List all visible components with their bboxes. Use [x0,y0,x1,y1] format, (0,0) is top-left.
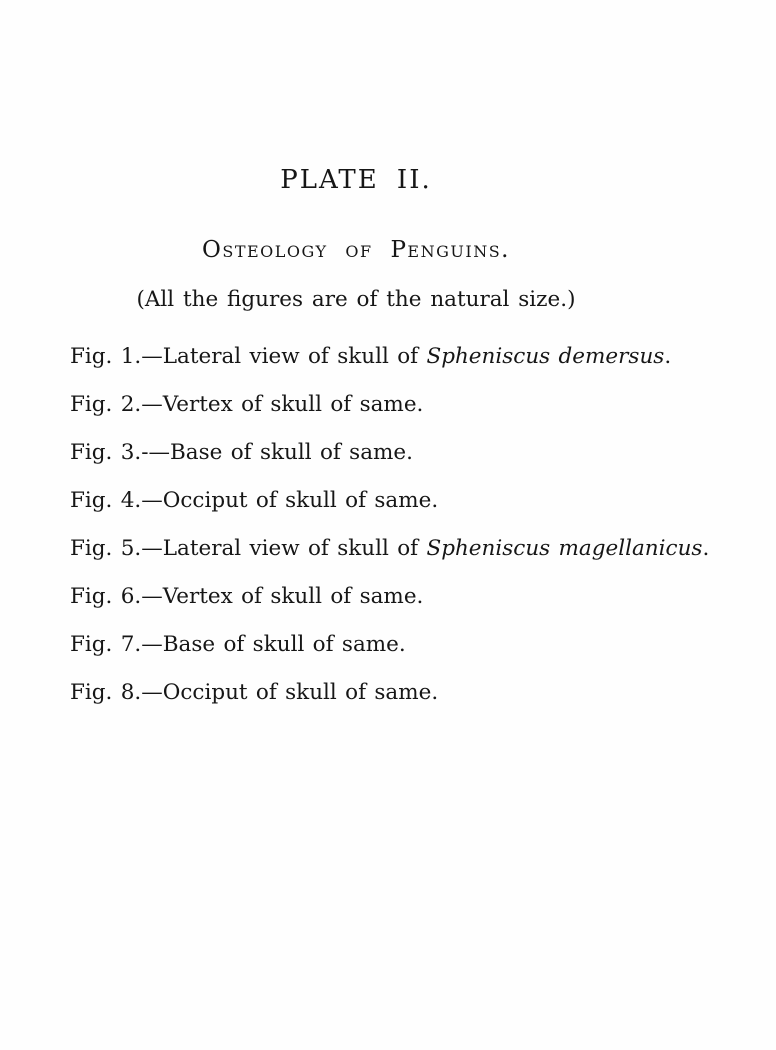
species-name: Spheniscus demersus [426,344,665,369]
figure-caption-5 [70,535,710,562]
figure-caption-7 [70,631,654,658]
caption-text: Fig. 2.—Vertex of skull of same. [70,392,424,417]
figure-caption-2 [70,391,654,418]
figure-caption-3 [70,439,654,466]
species-name: Spheniscus magellanicus [426,536,703,561]
caption-text: Fig. 4.—Occiput of skull of same. [70,488,439,513]
caption-text: Fig. 1.—Lateral view of skull of [70,344,427,369]
caption-text: Fig. 5.—Lateral view of skull of [70,536,427,561]
figure-caption-6 [70,583,654,610]
caption-text: Fig. 6.—Vertex of skull of same. [70,584,424,609]
caption-text: Fig. 3.-—Base of skull of same. [70,440,413,465]
figure-caption-list [58,343,710,706]
figure-caption-8 [70,679,654,706]
caption-text: Fig. 8.—Occiput of skull of same. [70,680,439,705]
caption-text: Fig. 7.—Base of skull of same. [70,632,406,657]
plate-title: PLATE II. [280,165,432,195]
figure-caption-4 [70,487,654,514]
figure-caption-1 [70,343,672,370]
caption-suffix: . [702,536,710,561]
section-title: Osteology of Penguins. [202,237,510,263]
scale-note: (All the figures are of the natural size.) [136,287,576,312]
caption-suffix: . [664,344,672,369]
page-content [58,0,710,706]
